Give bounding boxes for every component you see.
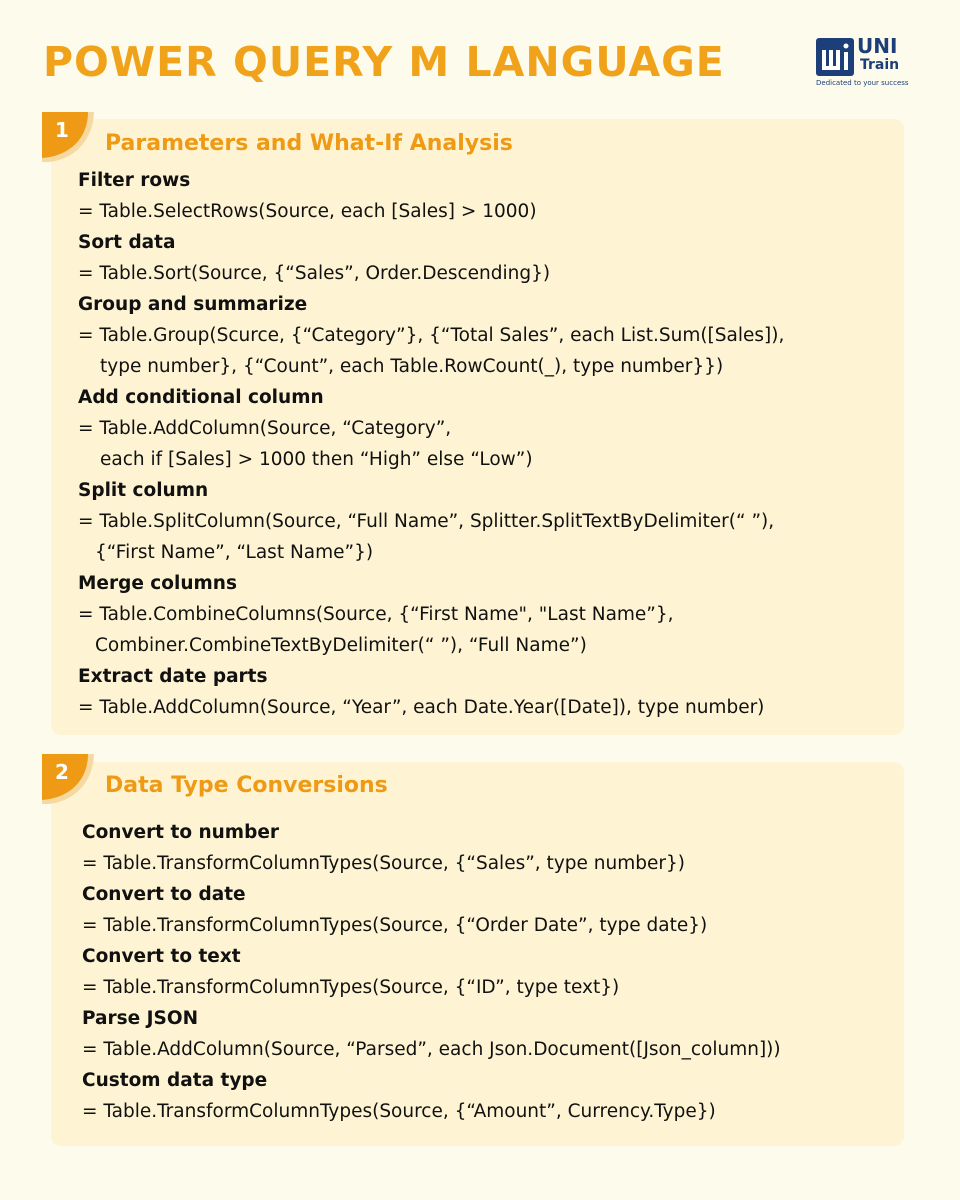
- section-title: Data Type Conversions: [105, 773, 388, 798]
- section-title: Parameters and What-If Analysis: [105, 131, 513, 156]
- item-code: = Table.TransformColumnTypes(Source, {“ID”, type text}): [82, 977, 620, 998]
- item-convert-to-text: [82, 941, 781, 1003]
- item-code: = Table.AddColumn(Source, “Year”, each Date.Year([Date]), type number): [78, 697, 765, 718]
- item-label: Custom data type: [82, 1070, 268, 1091]
- section-number: 1: [55, 118, 69, 142]
- item-label: Convert to date: [82, 884, 246, 905]
- logo-text-train: Train: [860, 57, 900, 73]
- section-number-badge: [42, 112, 92, 162]
- item-label: Convert to number: [82, 822, 279, 843]
- section-1-items: [78, 165, 784, 723]
- item-convert-to-number: [82, 817, 781, 879]
- item-parse-json: [82, 1003, 781, 1065]
- item-label: Add conditional column: [78, 387, 324, 408]
- item-code: = Table.SelectRows(Source, each [Sales] > 1000): [78, 201, 537, 222]
- unitrain-logo: [816, 34, 912, 90]
- item-code: = Table.AddColumn(Source, “Parsed”, each Json.Document([Json_column])): [82, 1039, 781, 1060]
- item-code: = Table.AddColumn(Source, “Category”,: [78, 418, 452, 439]
- item-extract-date-parts: [78, 661, 784, 723]
- logo-mark-icon: [816, 38, 854, 76]
- logo-text-uni: UNI: [857, 34, 898, 58]
- item-code-continued: each if [Sales] > 1000 then “High” else “Low”): [100, 449, 533, 470]
- item-split-column: [78, 475, 784, 568]
- section-number: 2: [55, 760, 69, 784]
- item-label: Extract date parts: [78, 666, 268, 687]
- item-code: = Table.TransformColumnTypes(Source, {“Amount”, Currency.Type}): [82, 1101, 716, 1122]
- item-label: Merge columns: [78, 573, 237, 594]
- item-code-continued: Combiner.CombineTextByDelimiter(“ ”), “Full Name”): [95, 635, 587, 656]
- logo-tagline: Dedicated to your success: [816, 79, 909, 87]
- item-label: Sort data: [78, 232, 176, 253]
- item-code: = Table.CombineColumns(Source, {“First Name", "Last Name”},: [78, 604, 674, 625]
- item-label: Convert to text: [82, 946, 241, 967]
- item-code-continued: {“First Name”, “Last Name”}): [95, 542, 374, 563]
- item-label: Parse JSON: [82, 1008, 199, 1029]
- item-label: Group and summarize: [78, 294, 308, 315]
- item-code: = Table.Group(Scurce, {“Category”}, {“Total Sales”, each List.Sum([Sales]),: [78, 325, 785, 346]
- item-label: Split column: [78, 480, 209, 501]
- item-code: = Table.TransformColumnTypes(Source, {“Order Date”, type date}): [82, 915, 708, 936]
- item-code-continued: type number}, {“Count”, each Table.RowCount(_), type number}}): [100, 356, 724, 377]
- section-number-badge: [42, 754, 92, 804]
- page-title: POWER QUERY M LANGUAGE: [43, 38, 725, 86]
- item-code: = Table.Sort(Source, {“Sales”, Order.Descending}): [78, 263, 551, 284]
- item-add-conditional-column: [78, 382, 784, 475]
- item-group-and-summarize: [78, 289, 784, 382]
- item-custom-data-type: [82, 1065, 781, 1127]
- item-convert-to-date: [82, 879, 781, 941]
- item-filter-rows: [78, 165, 784, 227]
- item-merge-columns: [78, 568, 784, 661]
- item-label: Filter rows: [78, 170, 191, 191]
- item-code: = Table.TransformColumnTypes(Source, {“Sales”, type number}): [82, 853, 685, 874]
- item-sort-data: [78, 227, 784, 289]
- item-code: = Table.SplitColumn(Source, “Full Name”, Splitter.SplitTextByDelimiter(“ ”),: [78, 511, 775, 532]
- section-2-items: [82, 817, 781, 1127]
